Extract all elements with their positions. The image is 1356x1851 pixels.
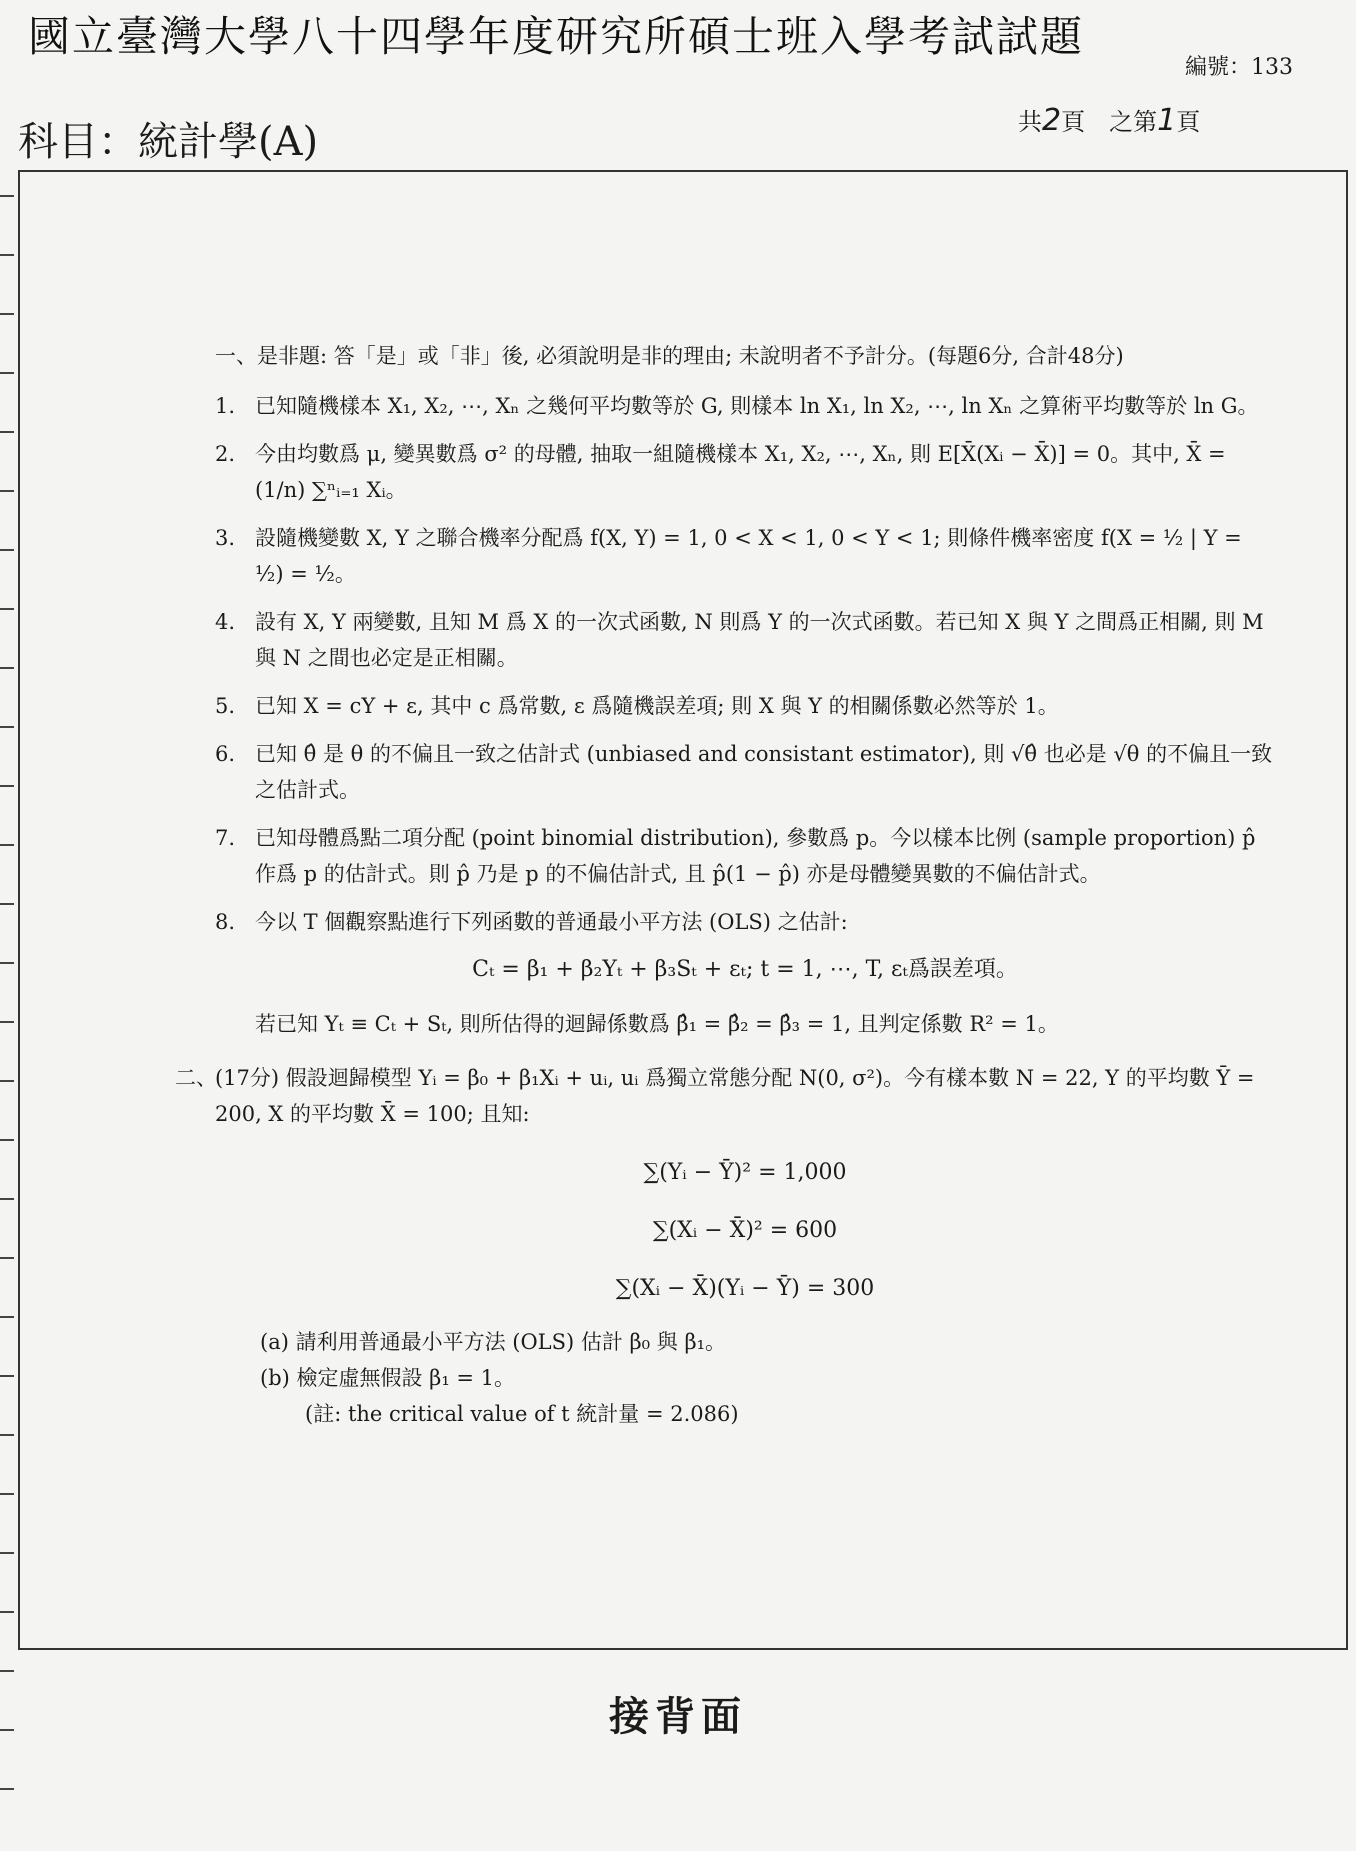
pages-suffix: 頁 bbox=[1176, 108, 1201, 136]
margin-tick bbox=[0, 1611, 14, 1613]
margin-tick bbox=[0, 1080, 14, 1082]
question-text: 已知 θ̂ 是 θ 的不偏且一致之估計式 (unbiased and consistant estimator), 則 √θ̂ 也必是 √θ 的不偏且一致之估計式。 bbox=[255, 742, 1273, 802]
serial-number: 編號：133 bbox=[1185, 55, 1293, 80]
pages-total: 2 bbox=[1042, 103, 1062, 138]
question-text: 已知隨機樣本 X₁, X₂, ⋯, Xₙ 之幾何平均數等於 G, 則樣本 ln X₁, ln X₂, ⋯, ln Xₙ 之算術平均數等於 ln G。 bbox=[255, 394, 1259, 418]
section2-equations bbox=[215, 1144, 1275, 1318]
question-4 bbox=[215, 604, 1275, 676]
equation-sum-x: ∑(Xᵢ − X̄)² = 600 bbox=[652, 1218, 838, 1243]
margin-tick bbox=[0, 195, 14, 197]
margin-tick bbox=[0, 313, 14, 315]
q8-followup-row bbox=[215, 1006, 1275, 1042]
margin-tick bbox=[0, 1788, 14, 1790]
question-number: 8. bbox=[215, 910, 236, 934]
margin-tick bbox=[0, 962, 14, 964]
question-section2 bbox=[175, 1060, 1275, 1132]
margin-tick bbox=[0, 549, 14, 551]
margin-tick bbox=[0, 1670, 14, 1672]
continue-on-back: 接背面 bbox=[609, 1693, 747, 1740]
margin-tick bbox=[0, 667, 14, 669]
margin-tick bbox=[0, 1257, 14, 1259]
question-number: 2. bbox=[215, 442, 236, 466]
q8-followup: 若已知 Yₜ ≡ Cₜ + Sₜ, 則所估得的迴歸係數爲 β̂₁ = β̂₂ = β̂₃ = 1, 且判定係數 R² = 1。 bbox=[255, 1012, 1059, 1036]
question-text: 設隨機變數 X, Y 之聯合機率分配爲 f(X, Y) = 1, 0 < X < 1, 0 < Y < 1; 則條件機率密度 f(X = ½ | Y = ½) = ½。 bbox=[255, 526, 1242, 586]
question-number: 7. bbox=[215, 826, 236, 850]
question-number: 6. bbox=[215, 742, 236, 766]
question-5 bbox=[215, 688, 1275, 724]
question-number: 3. bbox=[215, 526, 236, 550]
pages-current: 1 bbox=[1157, 103, 1177, 138]
margin-tick bbox=[0, 1021, 14, 1023]
question-text: 已知 X = cY + ε, 其中 c 爲常數, ε 爲隨機誤差項; 則 X 與 Y 的相關係數必然等於 1。 bbox=[255, 694, 1059, 718]
question-6 bbox=[215, 736, 1275, 808]
margin-tick bbox=[0, 372, 14, 374]
margin-tick bbox=[0, 431, 14, 433]
question-7 bbox=[215, 820, 1275, 892]
equation-sum-xy: ∑(Xᵢ − X̄)(Yᵢ − Ȳ) = 300 bbox=[615, 1276, 875, 1301]
margin-tick bbox=[0, 785, 14, 787]
question-text: 今以 T 個觀察點進行下列函數的普通最小平方法 (OLS) 之估計: bbox=[255, 910, 848, 934]
section2-number: 二、 bbox=[175, 1066, 217, 1090]
page-count bbox=[1018, 102, 1200, 138]
question-2 bbox=[215, 436, 1275, 508]
margin-tick bbox=[0, 490, 14, 492]
margin-tick bbox=[0, 254, 14, 256]
margin-tick bbox=[0, 1375, 14, 1377]
part-b: (b) 檢定虛無假設 β₁ = 1。 bbox=[260, 1366, 516, 1390]
section1-heading: 一、是非題: 答「是」或「非」後, 必須說明是非的理由; 未說明者不予計分。(每題6分, 合計48分) bbox=[215, 344, 1124, 368]
question-text: 設有 X, Y 兩變數, 且知 M 爲 X 的一次式函數, N 則爲 Y 的一次式函數。若已知 X 與 Y 之間爲正相關, 則 M 與 N 之間也必定是正相關。 bbox=[255, 610, 1264, 670]
question-number: 4. bbox=[215, 610, 236, 634]
subject-label: 科目：統計學(A) bbox=[18, 119, 319, 165]
question-3 bbox=[215, 520, 1275, 592]
margin-tick bbox=[0, 903, 14, 905]
section2-text: (17分) 假設迴歸模型 Yᵢ = β₀ + β₁Xᵢ + uᵢ, uᵢ 爲獨立常態分配 N(0, σ²)。今有樣本數 N = 22, Y 的平均數 Ȳ = 200, X 的平均數 X̄ = 100; 且知: bbox=[215, 1066, 1255, 1126]
margin-tick bbox=[0, 1552, 14, 1554]
margin-tick bbox=[0, 1316, 14, 1318]
margin-tick bbox=[0, 1139, 14, 1141]
margin-tick bbox=[0, 608, 14, 610]
question-1 bbox=[215, 388, 1275, 424]
question-number: 5. bbox=[215, 694, 236, 718]
question-text: 今由均數爲 μ, 變異數爲 σ² 的母體, 抽取一組隨機樣本 X₁, X₂, ⋯, Xₙ, 則 E[X̄(Xᵢ − X̄)] = 0。其中, X̄ = (1/n) ∑ⁿᵢ₌₁ Xᵢ。 bbox=[255, 442, 1226, 502]
question-number: 1. bbox=[215, 394, 236, 418]
question-text: 已知母體爲點二項分配 (point binomial distribution), 參數爲 p。今以樣本比例 (sample proportion) p̂ 作爲 p 的估計式。則 p̂ 乃是 p 的不偏估計式, 且 p̂(1 − p̂) 亦是母體變異數的不偏估計式。 bbox=[255, 826, 1256, 886]
part-a: (a) 請利用普通最小平方法 (OLS) 估計 β₀ 與 β₁。 bbox=[260, 1330, 727, 1354]
question-8 bbox=[215, 904, 1275, 940]
critical-value-note: (註: the critical value of t 統計量 = 2.086) bbox=[305, 1402, 739, 1426]
q8-equation: Cₜ = β₁ + β₂Yₜ + β₃Sₜ + εₜ; t = 1, ⋯, T, εₜ爲誤差項。 bbox=[472, 957, 1018, 982]
equation-sum-y: ∑(Yᵢ − Ȳ)² = 1,000 bbox=[643, 1160, 847, 1185]
margin-tick bbox=[0, 1198, 14, 1200]
pages-mid: 頁 之第 bbox=[1061, 108, 1158, 136]
margin-tick bbox=[0, 1493, 14, 1495]
exam-title: 國立臺灣大學八十四學年度研究所碩士班入學考試試題 bbox=[28, 12, 1085, 61]
pages-prefix: 共 bbox=[1018, 108, 1042, 136]
exam-content bbox=[175, 338, 1275, 1432]
margin-tick bbox=[0, 726, 14, 728]
margin-tick bbox=[0, 844, 14, 846]
margin-tick bbox=[0, 1434, 14, 1436]
